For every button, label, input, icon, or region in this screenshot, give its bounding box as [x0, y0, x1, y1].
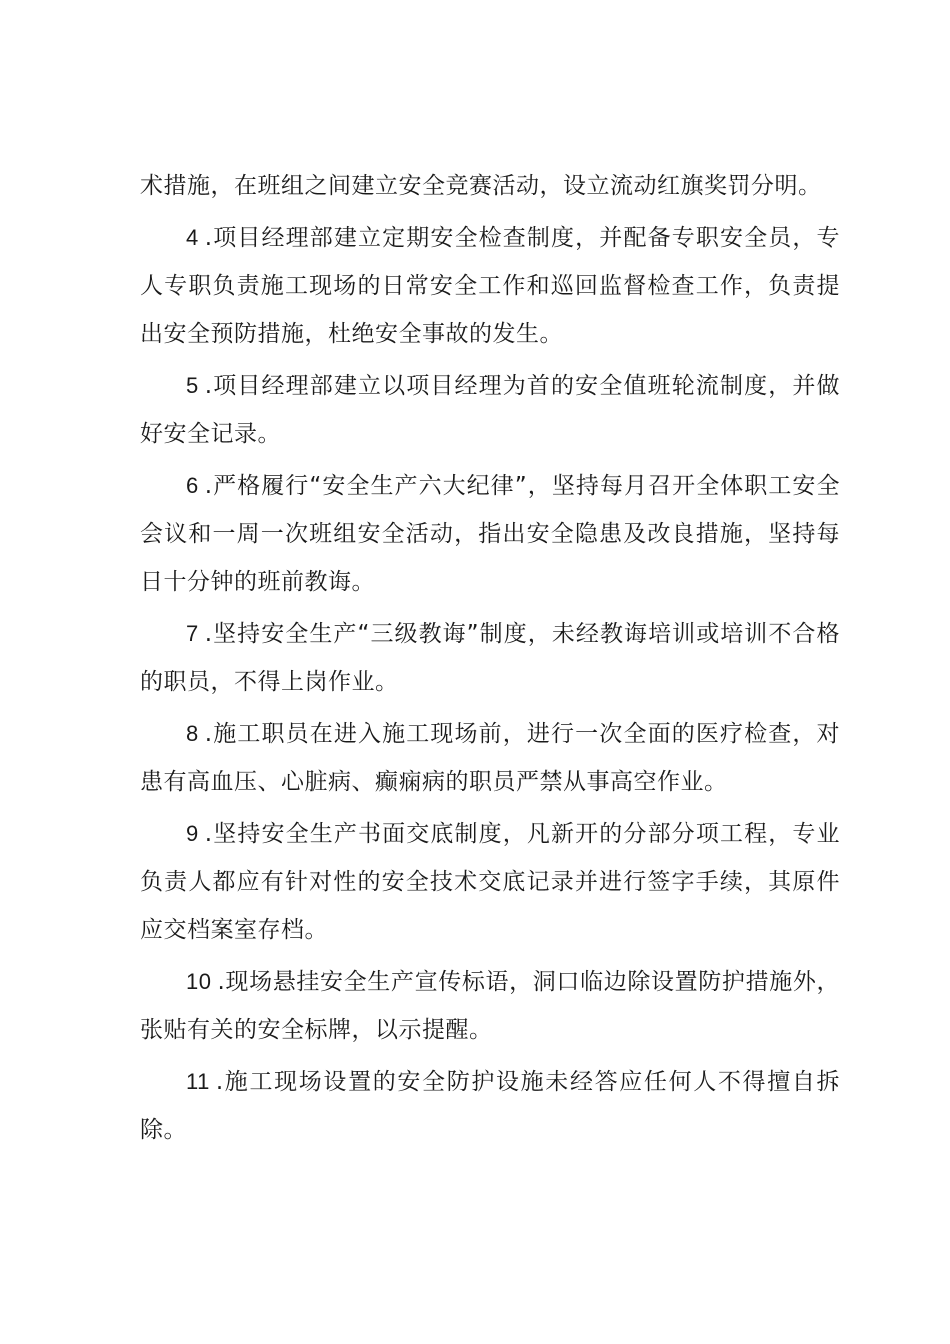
item-number: 4: [186, 225, 199, 250]
list-item-6: [140, 462, 840, 606]
list-item-4: [140, 214, 840, 358]
item-number: 11: [186, 1069, 210, 1094]
item-number: 7: [186, 621, 199, 646]
item-text: .现场悬挂安全生产宣传标语，洞口临边除设置防护措施外，张贴有关的安全标牌，以示提醒。: [140, 969, 840, 1043]
item-number: 10: [186, 969, 212, 994]
item-text: .项目经理部建立以项目经理为首的安全值班轮流制度，并做好安全记录。: [140, 373, 840, 447]
list-item-9: [140, 810, 840, 954]
list-item-7: [140, 610, 840, 706]
item-number: 9: [186, 821, 199, 846]
item-number: 6: [186, 473, 199, 498]
continuation-paragraph: 术措施，在班组之间建立安全竞赛活动，设立流动红旗奖罚分明。: [140, 173, 822, 199]
list-item-5: [140, 362, 840, 458]
item-text: .坚持安全生产书面交底制度，凡新开的分部分项工程，专业负责人都应有针对性的安全技术交底记录并进行签字手续，其原件应交档案室存档。: [140, 821, 840, 943]
item-text: .项目经理部建立定期安全检查制度，并配备专职安全员，专人专职负责施工现场的日常安全工作和巡回监督检查工作，负责提出安全预防措施，杜绝安全事故的发生。: [140, 225, 840, 347]
document-body: [140, 162, 840, 1158]
item-number: 5: [186, 373, 199, 398]
list-item-10: [140, 958, 840, 1054]
item-text: .施工职员在进入施工现场前，进行一次全面的医疗检查，对患有高血压、心脏病、癫痫病的职员严禁从事高空作业。: [140, 721, 840, 795]
item-text: .施工现场设置的安全防护设施未经答应任何人不得擅自拆除。: [140, 1069, 840, 1143]
item-number: 8: [186, 721, 199, 746]
list-item-11: [140, 1058, 840, 1154]
item-text: .坚持安全生产“三级教诲”制度，未经教诲培训或培训不合格的职员，不得上岗作业。: [140, 621, 840, 695]
list-item-8: [140, 710, 840, 806]
item-text: .严格履行“安全生产六大纪律”，坚持每月召开全体职工安全会议和一周一次班组安全活动，指出安全隐患及改良措施，坚持每日十分钟的班前教诲。: [140, 473, 840, 595]
